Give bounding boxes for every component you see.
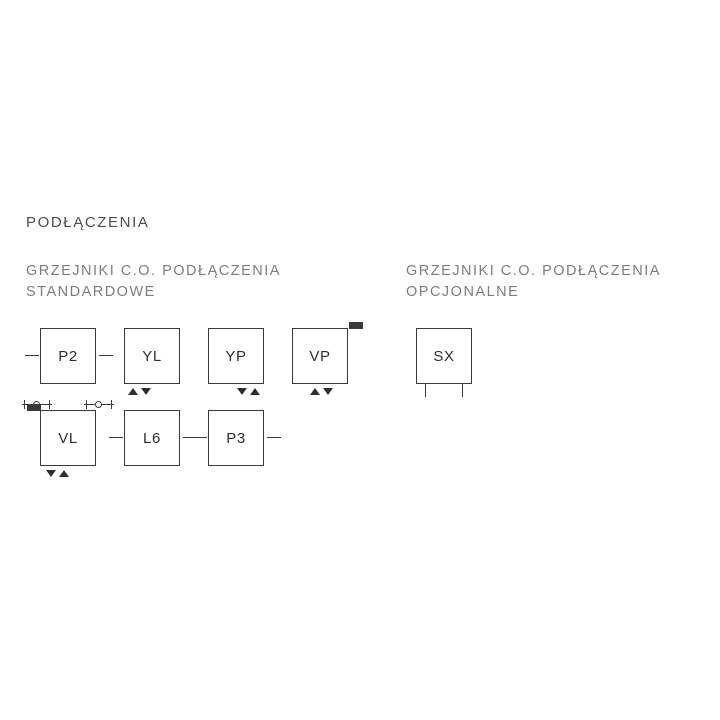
symbol-yp[interactable] [208,328,266,386]
symbol-p2[interactable] [40,328,98,386]
valve-right-icon [84,400,114,410]
symbol-code: SX [433,347,455,365]
pipe-stub-right [267,437,281,438]
symbol-code: YP [225,347,247,365]
flow-arrows-icon [46,470,69,477]
top-connector-tab [27,404,41,411]
symbol-vp[interactable] [292,328,350,386]
pipe-stub-left [25,355,39,356]
top-connector-tab [349,322,363,329]
symbol-yl[interactable] [124,328,182,386]
flow-arrows-icon [128,388,151,395]
symbol-sx[interactable] [416,328,474,386]
pipe-stub-left [109,437,123,438]
symbol-l6[interactable] [124,410,182,468]
symbol-vl[interactable] [40,410,98,468]
symbol-p3[interactable] [208,410,266,468]
symbol-code: L6 [143,429,161,447]
pipe-stub-bottom-right [462,384,463,397]
symbol-code: P2 [58,347,78,365]
column-heading-standard: GRZEJNIKI C.O. PODŁĄCZENIA STANDARDOWE [26,263,281,300]
flow-arrows-icon [310,388,333,395]
flow-arrows-icon [237,388,260,395]
symbol-code: VP [309,347,331,365]
pipe-stub-left [193,437,207,438]
column-heading-optional: GRZEJNIKI C.O. PODŁĄCZENIA OPCJONALNE [406,263,661,300]
symbol-code: YL [142,347,162,365]
pipe-stub-right [99,355,113,356]
pipe-stub-bottom-left [425,384,426,397]
page-title: PODŁĄCZENIA [26,214,150,231]
symbol-code: VL [58,429,78,447]
symbol-code: P3 [226,429,246,447]
